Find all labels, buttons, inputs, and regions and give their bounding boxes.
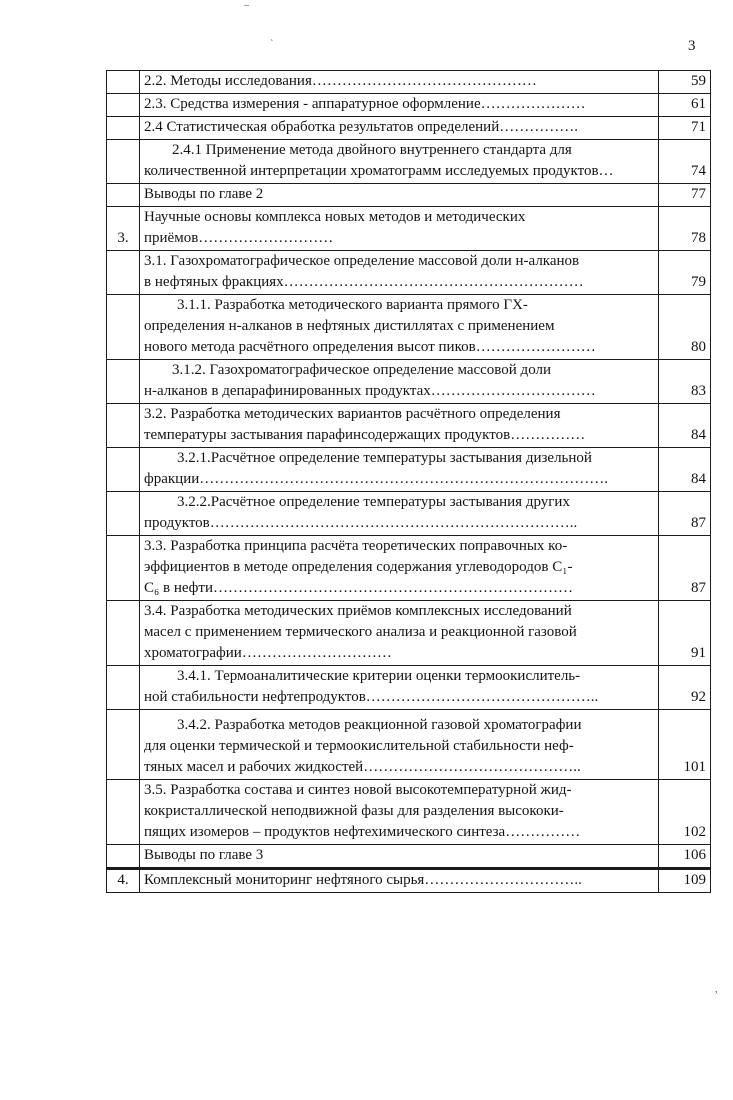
toc-title <box>140 869 659 893</box>
toc-page: 84 <box>659 448 711 492</box>
toc-title <box>140 140 659 184</box>
toc-row <box>107 780 711 845</box>
toc-number: 4. <box>107 869 140 893</box>
toc-row <box>107 295 711 360</box>
toc-title-line: 3.4. Разработка методических приёмов комплексных исследований <box>144 603 572 619</box>
toc-row <box>107 448 711 492</box>
toc-page: 102 <box>659 780 711 845</box>
toc-title-line: Выводы по главе 2 <box>144 186 264 202</box>
toc-title-line: 3.2. Разработка методических вариантов расчётного определения <box>144 406 561 422</box>
toc-page: 87 <box>659 536 711 601</box>
toc-row <box>107 94 711 117</box>
toc-title <box>140 117 659 140</box>
toc-title-line: количественной интерпретации хроматограмм исследуемых продуктов… <box>144 163 614 179</box>
toc-title-line: температуры застывания парафинсодержащих продуктов…………… <box>144 427 586 443</box>
toc-page: 101 <box>659 710 711 780</box>
toc-title <box>140 207 659 251</box>
toc-title <box>140 601 659 666</box>
toc-title-line: 3.1.2. Газохроматографическое определение массовой доли <box>172 362 552 378</box>
toc-title-line: 3.4.2. Разработка методов реакционной газовой хроматографии <box>177 717 582 733</box>
toc-number <box>107 780 140 845</box>
toc-page: 92 <box>659 666 711 710</box>
toc-title-line: фракции………………………………………………………………………. <box>144 471 608 487</box>
toc-page: 77 <box>659 184 711 207</box>
toc-title-line: Выводы по главе 3 <box>144 847 264 863</box>
toc-title-line: н-алканов в депарафинированных продуктах…………………………… <box>144 383 596 399</box>
toc-title <box>140 184 659 207</box>
toc-number <box>107 184 140 207</box>
toc-title <box>140 710 659 780</box>
toc-number: 3. <box>107 207 140 251</box>
toc-title-line: 2.2. Методы исследования……………………………………… <box>144 73 537 89</box>
toc-title-line: продуктов……………………………………………………………….. <box>144 515 578 531</box>
toc-title-line: хроматографии………………………… <box>144 645 392 661</box>
toc-title <box>140 448 659 492</box>
toc-title-line: 3.5. Разработка состава и синтез новой высокотемпературной жид- <box>144 782 572 798</box>
toc-title <box>140 94 659 117</box>
toc-title <box>140 666 659 710</box>
toc-row <box>107 360 711 404</box>
table-of-contents <box>106 70 711 893</box>
toc-title-line: для оценки термической и термоокислительной стабильности неф- <box>144 738 574 754</box>
toc-number <box>107 404 140 448</box>
toc-number <box>107 360 140 404</box>
toc-page: 61 <box>659 94 711 117</box>
toc-title-line: 2.4.1 Применение метода двойного внутреннего стандарта для <box>172 142 572 158</box>
toc-title <box>140 780 659 845</box>
toc-title-line: кокристаллической неподвижной фазы для разделения высококи- <box>144 803 564 819</box>
toc-number <box>107 601 140 666</box>
toc-title-line: Научные основы комплекса новых методов и методических <box>144 209 526 225</box>
toc-row <box>107 601 711 666</box>
toc-title <box>140 404 659 448</box>
toc-title-line: 2.3. Средства измерения - аппаратурное оформление………………… <box>144 96 586 112</box>
toc-number <box>107 295 140 360</box>
toc-page: 106 <box>659 845 711 869</box>
toc-title-line: Комплексный мониторинг нефтяного сырья………………………….. <box>144 872 582 888</box>
toc-page: 74 <box>659 140 711 184</box>
toc-page: 83 <box>659 360 711 404</box>
toc-row <box>107 666 711 710</box>
toc-title <box>140 71 659 94</box>
toc-title-line: 3.3. Разработка принципа расчёта теоретических поправочных ко- <box>144 538 568 554</box>
toc-row <box>107 207 711 251</box>
toc-title-line: 3.2.2.Расчётное определение температуры застывания других <box>177 494 570 510</box>
toc-row <box>107 869 711 893</box>
toc-title <box>140 360 659 404</box>
toc-title <box>140 251 659 295</box>
toc-row <box>107 117 711 140</box>
toc-number <box>107 94 140 117</box>
toc-page: 109 <box>659 869 711 893</box>
toc-title-line: 3.4.1. Термоаналитические критерии оценки термоокислитель- <box>177 668 581 684</box>
scan-mark-top: ¯ <box>244 5 249 16</box>
toc-title <box>140 492 659 536</box>
toc-row <box>107 404 711 448</box>
toc-number <box>107 117 140 140</box>
page-number: 3 <box>688 38 696 54</box>
toc-title <box>140 536 659 601</box>
scan-mark-right: , <box>715 984 718 995</box>
toc-title-line: пящих изомеров – продуктов нефтехимического синтеза…………… <box>144 824 581 840</box>
toc-title-line: 3.1. Газохроматографическое определение массовой доли н-алканов <box>144 253 580 269</box>
toc-page: 78 <box>659 207 711 251</box>
toc-page: 59 <box>659 71 711 94</box>
toc-title-line: 2.4 Статистическая обработка результатов определений……………. <box>144 119 578 135</box>
toc-number <box>107 710 140 780</box>
toc-title <box>140 295 659 360</box>
toc-page: 80 <box>659 295 711 360</box>
toc-number <box>107 251 140 295</box>
toc-number <box>107 140 140 184</box>
toc-title-line: C₆ в нефти……………………………………………………………… <box>144 580 573 596</box>
toc-page: 84 <box>659 404 711 448</box>
toc-row <box>107 140 711 184</box>
toc-title-line: нового метода расчётного определения высот пиков…………………… <box>144 339 596 355</box>
toc-row <box>107 710 711 780</box>
toc-page: 71 <box>659 117 711 140</box>
toc-title-line: определения н-алканов в нефтяных дистиллятах с применением <box>144 318 555 334</box>
toc-row <box>107 536 711 601</box>
toc-title-line: эффициентов в методе определения содержания углеводородов C₁- <box>144 559 573 575</box>
toc-title-line: ной стабильности нефтепродуктов……………………………………….. <box>144 689 599 705</box>
toc-page: 79 <box>659 251 711 295</box>
toc-title-line: 3.2.1.Расчётное определение температуры застывания дизельной <box>177 450 592 466</box>
scan-mark-upper: ` <box>270 39 274 50</box>
toc-title-line: тяных масел и рабочих жидкостей…………………………………….. <box>144 759 581 775</box>
toc-row <box>107 251 711 295</box>
toc-title-line: в нефтяных фракциях…………………………………………………… <box>144 274 584 290</box>
toc-row <box>107 492 711 536</box>
toc-page: 87 <box>659 492 711 536</box>
toc-row <box>107 845 711 869</box>
toc-row <box>107 71 711 94</box>
toc-title <box>140 845 659 869</box>
toc-number <box>107 845 140 869</box>
toc-number <box>107 71 140 94</box>
toc-number <box>107 666 140 710</box>
toc-title-line: 3.1.1. Разработка методического варианта прямого ГХ- <box>177 297 528 313</box>
toc-number <box>107 448 140 492</box>
toc-title-line: масел с применением термического анализа и реакционной газовой <box>144 624 577 640</box>
toc-page: 91 <box>659 601 711 666</box>
toc-row <box>107 184 711 207</box>
toc-number <box>107 492 140 536</box>
toc-title-line: приёмов……………………… <box>144 230 334 246</box>
toc-number <box>107 536 140 601</box>
